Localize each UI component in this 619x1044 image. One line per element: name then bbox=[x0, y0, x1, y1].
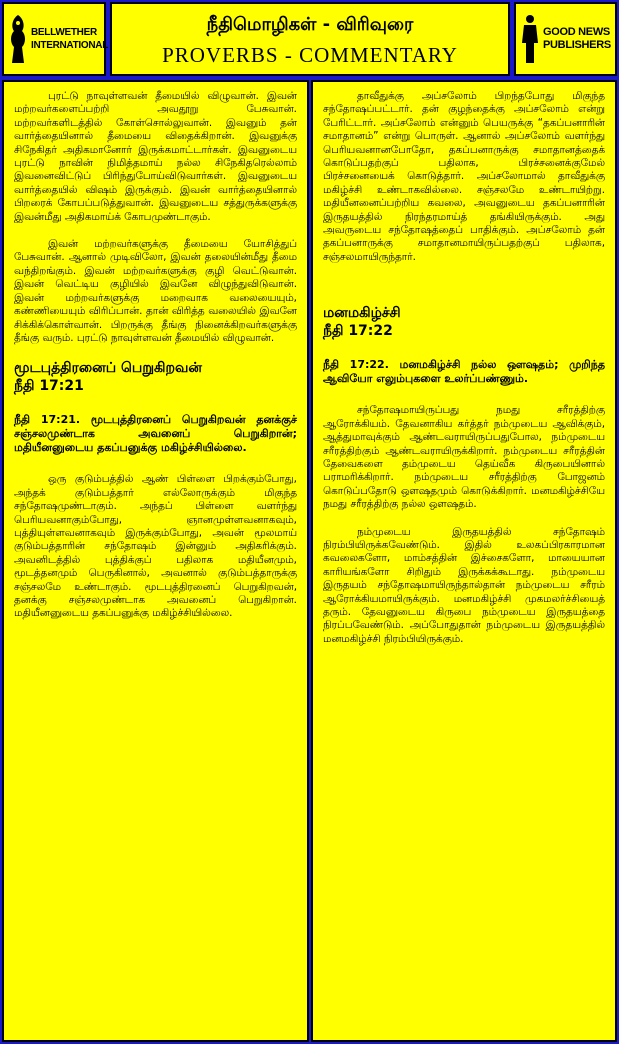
left-paragraph-2: இவன் மற்றவர்களுக்கு தீமையை யோசித்துப் பேசுவான். ஆனால் முடிவிலோ, இவன் தலையின்மீது தீமை வந்திறங்கும். இவன் மற்றவர்களுக்கு குழி வெட்டுவான். இவன் வெட்டிய குழியில் இவனே விழுந்துவிடுவான். இவன் மற்றவர்களுக்கு மறைவாக வலையையும், கண்ணியையும் விரிப்பான். தான் விரித்த வலையில் இவனே சிக்கிக்கொள்வான். பிறருக்கு தீங்கு நினைக்கிறவர்களுக்கு தீங்கு வரும். புரட்டு நாவுள்ளவன் தீமையில் விழுவான். bbox=[14, 238, 297, 344]
verse-17-22: நீதி 17:22. மனமகிழ்ச்சி நல்ல ஔஷதம்; முறிந்த ஆவியோ எலும்புகளை உலர்ப்பண்ணும். bbox=[323, 358, 605, 386]
good-news-logo-line2: PUBLISHERS bbox=[543, 39, 611, 51]
bellwether-logo bbox=[2, 2, 109, 76]
bellwether-logo-line1: BELLWETHER bbox=[31, 27, 97, 38]
bellwether-logo-line2: INTERNATIONAL bbox=[31, 40, 109, 51]
section-heading-17-22 bbox=[323, 304, 605, 340]
section-heading-reference: நீதி 17:22 bbox=[323, 323, 393, 340]
good-news-logo bbox=[514, 2, 617, 76]
left-column bbox=[2, 80, 309, 1042]
bellwether-ram-icon bbox=[8, 13, 28, 65]
verse-17-21: நீதி 17:21. மூடபுத்திரனைப் பெறுகிறவன் தனக்குச் சஞ்சலமுண்டாக அவனைப் பெறுகிறான்; மதியீனனுடைய தகப்பனுக்கு மகிழ்ச்சியில்லை. bbox=[14, 413, 297, 455]
good-news-figure-icon bbox=[520, 13, 540, 65]
left-paragraph-1: புரட்டு நாவுள்ளவன் தீமையில் விழுவான். இவன் மற்றவர்களைப்பற்றி அவதூறு பேசுவான். மற்றவர்களிடத்தில் கோள்சொல்லுவான். இவனும் தன் வார்த்தையினால் தீமையை விதைக்கிறான். இவனுக்கு சிநேகிதர் அதிகமானோர் இருக்கமாட்டார்கள். இவனுடைய புரட்டு நாவின் நிமித்தமாய் நல்ல சிநேகிதரெல்லாம் இவனைவிட்டுப் பிரிந்துபோய்விடுவார்கள். இவனுடைய வார்த்தையில் விஷம் இருக்கும். இவன் வார்த்தையினால் பிறரைக் கோபப்படுத்துவான். இவனுடைய சத்துருக்களுக்கு இவன்மீது அதிகமாய்க் கோபமுண்டாகும். bbox=[14, 90, 297, 223]
title-tamil: நீதிமொழிகள் - விரிவுரை bbox=[206, 14, 414, 35]
section-heading-title: மனமகிழ்ச்சி bbox=[323, 305, 401, 322]
page-header bbox=[110, 2, 510, 76]
right-paragraph-2: சந்தோஷமாயிருப்பது நமது சரீரத்திற்கு ஆரோக்கியம். தேவனாகிய கர்த்தர் நம்முடைய ஆவிக்கும், ஆத்துமாவுக்கும் ஆண்டவராயிருப்பதுபோல, நம்முடைய சரீரத்திற்கும் ஆண்டவராயிருக்கிறார். நம்முடைய சரீரத்தின் தேவைகளை தம்முடைய தெய்வீக கிருபையினால் பராமரிக்கிறார். நம்முடைய சரீரத்திற்கு போஜனம் கொடுப்பதோடு ஔஷதமும் கொடுக்கிறார். மனமகிழ்ச்சியே நமது சரீரத்திற்கு நல்ல ஔஷதம். bbox=[323, 404, 605, 511]
section-heading-reference: நீதி 17:21 bbox=[14, 378, 84, 395]
good-news-logo-line1: GOOD NEWS bbox=[543, 26, 610, 38]
section-heading-17-21 bbox=[14, 359, 297, 395]
left-paragraph-3: ஒரு குடும்பத்தில் ஆண் பிள்ளை பிறக்கும்போது, அந்தக் குடும்பத்தார் எல்லோருக்கும் மிகுந்த சந்தோஷமுண்டாகும். அந்தப் பிள்ளை வளர்ந்து பெரியவனாகும்போது, ஞானமுள்ளவனாகவும், புத்தியுள்ளவனாகவும் இருக்கும்போது, அவன் மூலமாய் குடும்பத்தாரின் சந்தோஷம் இன்னும் அதிகரிக்கும். அவனிடத்தில் புத்திக்குப் பதிலாக மதியீனமும், மூடத்தனமும் பெருகினால், அவனால் குடும்பத்தாருக்கு சஞ்சலமே உண்டாகும். மூடபுத்திரனைப் பெறுகிறவன், தனக்கு சஞ்சலமுண்டாக அவனைப் பெறுகிறான். மதியீனனுடைய தகப்பனுக்கு மகிழ்ச்சியில்லை. bbox=[14, 473, 297, 620]
section-heading-title: மூடபுத்திரனைப் பெறுகிறவன் bbox=[14, 360, 202, 377]
right-paragraph-1: தாவீதுக்கு அப்சலோம் பிறந்தபோது மிகுந்த சந்தோஷப்பட்டார். தன் குழந்தைக்கு அப்சலோம் என்று பேரிட்டார். அப்சலோம் என்னும் பெயருக்கு “தகப்பனாரின் சமாதானம்” என்று பொருள். ஆனால் அப்சலோம் வளர்ந்து பெரியவனானபோதோ, தகப்பனாருக்கு சமாதானத்தைக் கொடுப்பதற்குப் பதிலாக, பிரச்சனைக்குமேல் பிரச்சனையைக் கொடுத்தார். அப்சலோமால் தாவீதுக்கு மகிழ்ச்சி உண்டாகவில்லை. சஞ்சலமே உண்டாயிற்று. மதியீனனைப்பற்றிய கவலை, அவனுடைய தகப்பனாரின் இருதயத்தில் நிரந்தரமாய்த் தங்கியிருக்கும். அது அவருடைய சந்தோஷத்தைப் பாதிக்கும். அப்சலோம் தன் தகப்பனாருக்கு சமாதானமாயிருப்பதற்குப் பதிலாக, சஞ்சலமாயிருந்தார். bbox=[323, 90, 605, 263]
title-english: PROVERBS - COMMENTARY bbox=[162, 43, 458, 67]
right-column bbox=[311, 80, 617, 1042]
right-paragraph-3: நம்முடைய இருதயத்தில் சந்தோஷம் நிரம்பியிருக்கவேண்டும். இதில் உலகப்பிரகாரமான கவலைகளோ, மாம்சத்தின் இச்சைகளோ, மாயையான காரியங்களோ சிறிதும் இருக்கக்கூடாது. நம்முடைய இருதயம் சந்தோஷமாயிருந்தால்தான் நம்முடைய சரீரம் ஆரோக்கியமாயிருக்கும். மனமகிழ்ச்சி முகமலர்ச்சியைத் தரும். தேவனுடைய கிருபை நம்முடைய இருதயத்தை நிரப்பவேண்டும். அப்போதுதான் நம்முடைய இருதயத்தில் மனமகிழ்ச்சி நிரம்பியிருக்கும். bbox=[323, 525, 605, 645]
